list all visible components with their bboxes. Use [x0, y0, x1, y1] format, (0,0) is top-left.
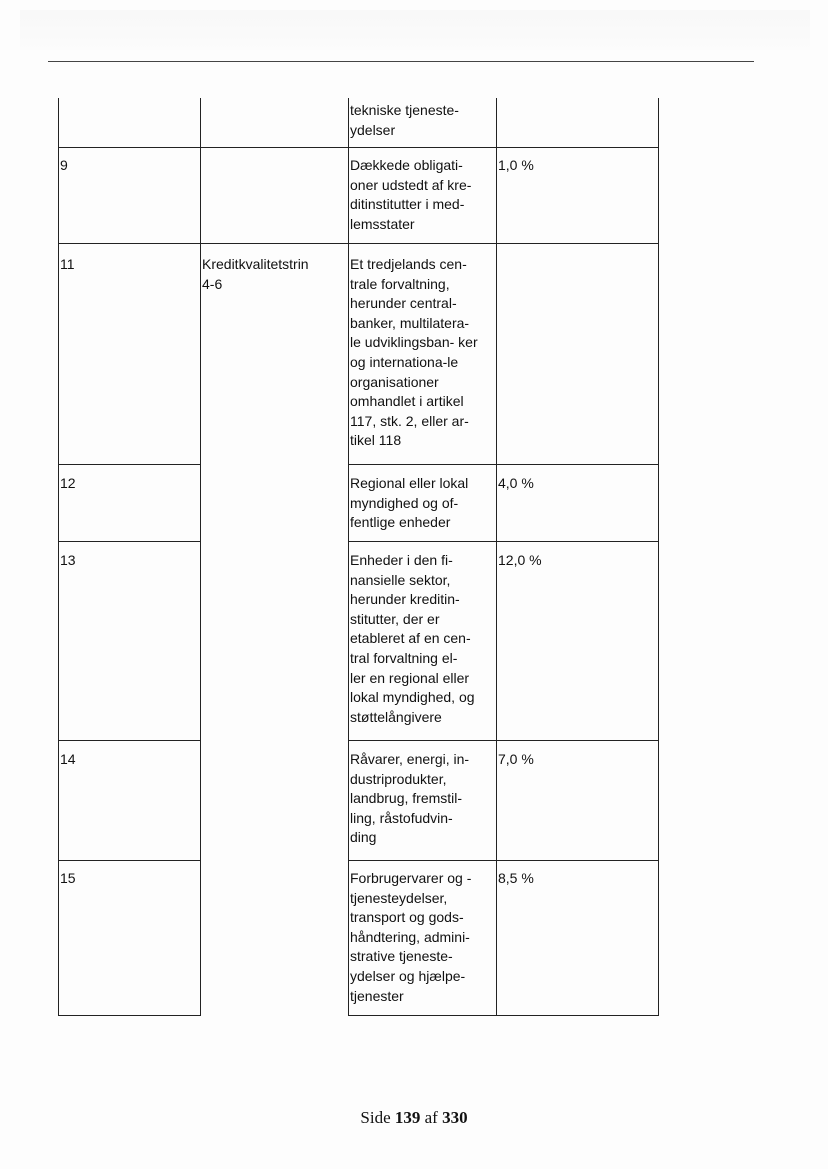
row-border: [348, 1015, 658, 1016]
weight-cell: 1,0 %: [498, 157, 534, 173]
footer-page-number: 139: [394, 1108, 421, 1127]
footer-middle: af: [424, 1108, 438, 1127]
sector-cell: tekniske tjeneste- ydelser: [350, 102, 459, 138]
sector-cell: Dækkede obligati- oner udstedt af kre- ditinstitutter i med- lemsstater: [350, 157, 472, 232]
col-border-3: [348, 98, 349, 1016]
row-number: 13: [60, 552, 76, 568]
header-rule: [48, 61, 754, 62]
row-border: [58, 1015, 200, 1016]
row-number: 14: [60, 751, 76, 767]
footer-total-pages: 330: [442, 1108, 468, 1127]
row-border: [58, 243, 658, 244]
credit-quality-step: Kreditkvalitetstrin 4-6: [202, 256, 309, 292]
col-border-left: [58, 98, 59, 1016]
row-number: 11: [60, 256, 75, 272]
col-border-4: [496, 98, 497, 1016]
sector-cell: Forbrugervarer og - tjenesteydelser, transport og gods- håndtering, admini- strative tjeneste- ydelser og hjælpe- tjenester: [350, 870, 472, 1004]
page-footer: [0, 1108, 828, 1128]
col-border-right: [658, 98, 659, 1016]
row-border: [58, 541, 200, 542]
sector-cell: Råvarer, energi, in- dustriprodukter, landbrug, fremstil- ling, råstofudvin- ding: [350, 751, 470, 846]
row-border: [348, 464, 658, 465]
sector-cell: Enheder i den fi- nansielle sektor, herunder kreditin- stitutter, der er etableret af en cen- tral forvaltning el- ler en regional eller lokal myndighed, og støttelångivere: [350, 552, 475, 725]
row-number: 9: [60, 157, 68, 173]
row-border: [58, 740, 200, 741]
row-number: 15: [60, 870, 76, 886]
weight-cell: 4,0 %: [498, 475, 534, 491]
row-border: [58, 147, 658, 148]
footer-prefix: Side: [360, 1108, 391, 1127]
weight-cell: 12,0 %: [498, 552, 542, 568]
weight-cell: 7,0 %: [498, 751, 534, 767]
row-border: [348, 740, 658, 741]
row-number: 12: [60, 475, 76, 491]
row-border: [348, 541, 658, 542]
weight-cell: 8,5 %: [498, 870, 534, 886]
faint-scan-header: [20, 10, 810, 50]
col-border-2: [200, 98, 201, 1016]
sector-cell: Regional eller lokal myndighed og of- fentlige enheder: [350, 475, 469, 531]
row-border: [58, 860, 200, 861]
row-border: [58, 464, 200, 465]
sector-cell: Et tredjelands cen- trale forvaltning, herunder central- banker, multilatera- le udviklingsban- ker og internationa-le organisationer omhandlet i artikel 117, stk. 2, eller ar- tikel 118: [350, 256, 478, 449]
row-border: [348, 860, 658, 861]
